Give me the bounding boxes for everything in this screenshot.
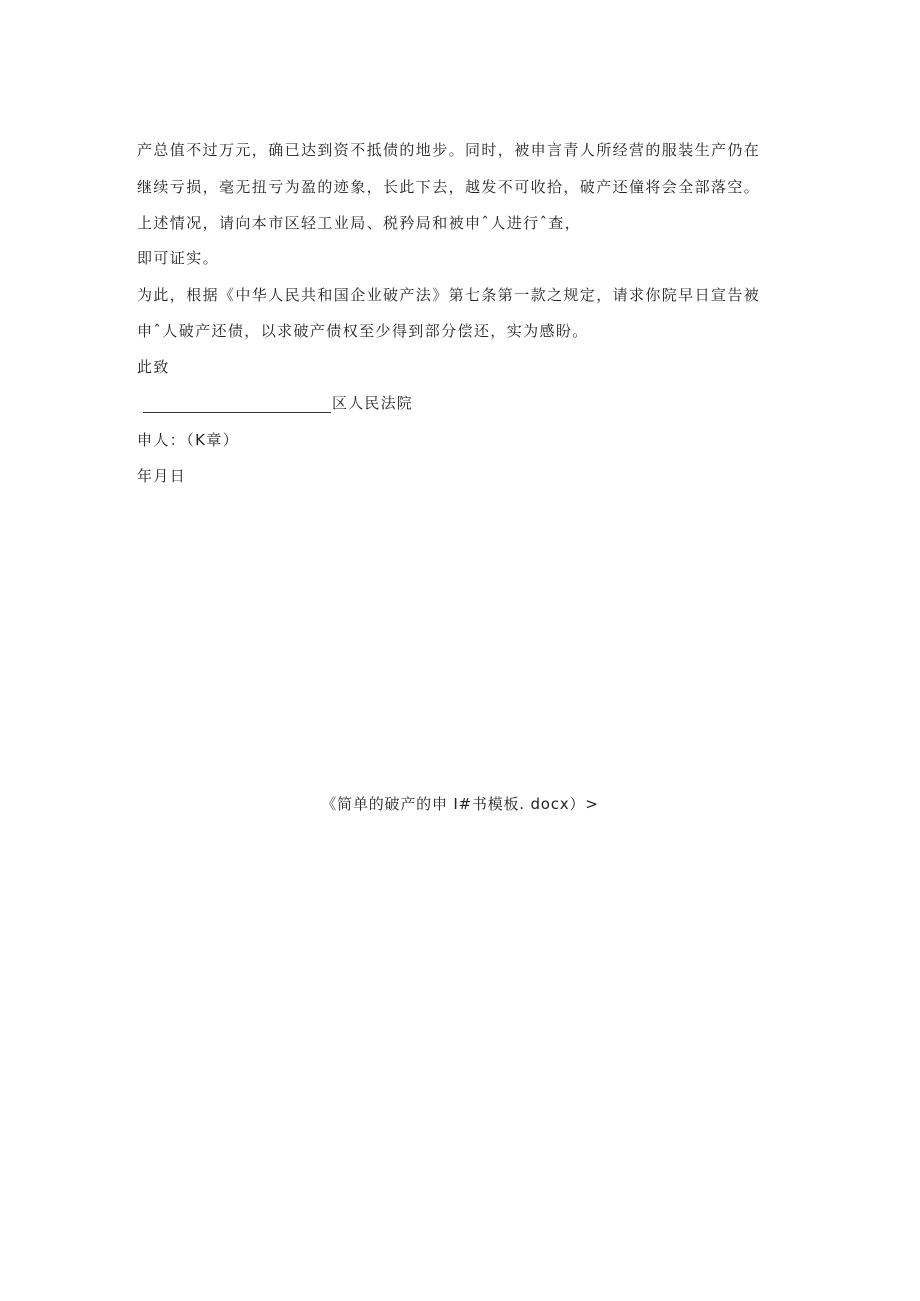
date-line: 年月日 xyxy=(137,467,187,485)
court-address-line xyxy=(143,393,413,413)
body-line-6: 申ˆ人破产还债，以求破产债权至少得到部分偿还，实为感盼。 xyxy=(137,322,589,340)
salutation-line: 此致 xyxy=(137,358,170,376)
document-footer: 《简单的破产的申 I#书模板. docx）> xyxy=(321,795,599,813)
body-line-2: 继续亏损，毫无扭亏为盈的迹象，长此下去，越发不可收拾，破产还僮将会全部落空。 xyxy=(137,178,761,196)
body-line-5: 为此，根据《中华人民共和国企业破产法》第七条第一款之规定，请求你院早日宣告被 xyxy=(137,286,761,304)
body-line-3: 上述情况，请向本市区轻工业局、税矜局和被申ˆ人进行ˆ查， xyxy=(137,214,582,232)
applicant-seal-line: 申人：（K章） xyxy=(137,431,240,449)
body-line-1: 产总值不过万元，确已达到资不抵债的地步。同时，被申言青人所经营的服装生产仍在 xyxy=(137,141,761,159)
court-suffix: 区人民法院 xyxy=(332,394,414,412)
body-line-4: 即可证实。 xyxy=(137,249,220,267)
court-name-blank xyxy=(143,395,331,413)
